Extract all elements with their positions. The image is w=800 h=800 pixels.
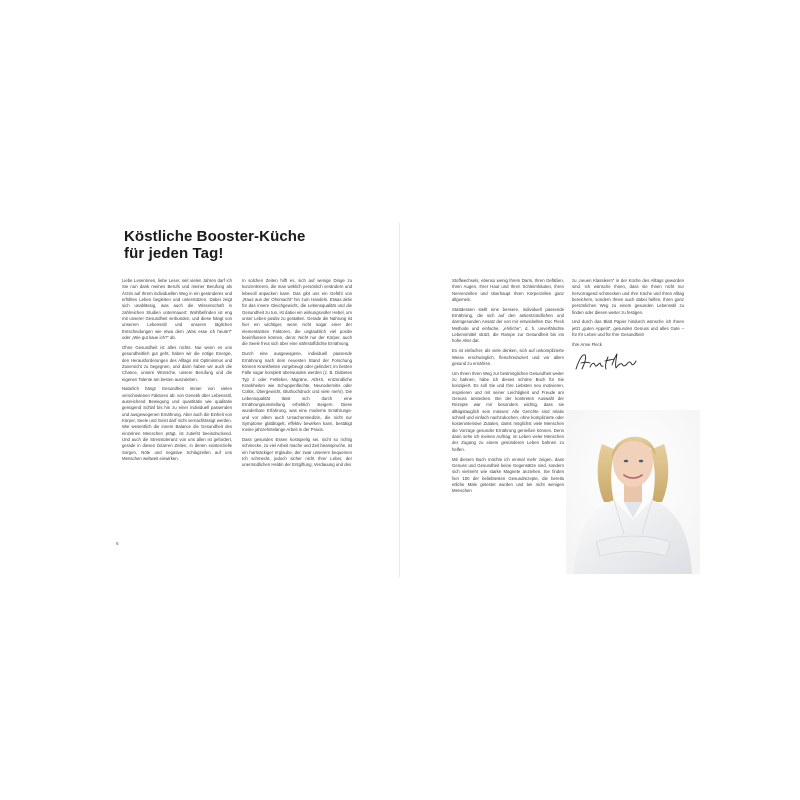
right-page-column-2 <box>572 278 684 373</box>
page-number: 6 <box>116 541 119 546</box>
chapter-title-line-2: für jeden Tag! <box>124 245 224 262</box>
paragraph: Mit diesem Buch möchte ich einmal mehr zeigen, dass Genuss und Gesundheit keine Gegensätze sind, sondern sich vielmehr wie starke Magnete anziehen. Sie finden hier 100 der beliebtesten Gesundrezepte, die bereits etliche Male getestet wurden und bei nicht wenigen Menschen <box>452 456 564 494</box>
paragraph: Es ist einfacher, als viele denken, sich auf unkomplizierte Weise erschwinglich, fleischreduziert und vor allem gesund zu ernähren. <box>452 348 564 366</box>
paragraph: Liebe Leserinnen, liebe Leser, seit vielen Jahren darf ich Sie nun dank meines Berufs und meiner Berufung als Ärztin auf Ihrem individuellen Weg in ein gesünderes und erfülltes Leben begleiten und unterstützen. Dabei zeigt sich unablässig, was auch die Wissenschaft in zahlreichen Studien untermauert: Wohlbefinden ist eng mit unserer Gesundheit verbunden, und diese hängt von unserem Lebensstil und unseren täglichen Entscheidungen wie etwa dem „Was esse ich heute?“ oder „Wie gut kaue ich?“ ab. <box>122 278 232 341</box>
paragraph: Dass gesundes Essen kostspielig sei, nicht so richtig schmecke, zu viel Arbeit mache und Zeit beanspruche, ist ein hartnäckiger Irrglaube, der zwar unserem bequemen Ich schmeckt, jedoch sicher nicht Ihrer Leber, der unermüdlichen Heldin der Entgiftung, Verdauung und des <box>242 437 352 468</box>
paragraph: Ohne Gesundheit ist alles nichts. Nur wenn es uns gesundheitlich gut geht, haben wir die nötige Energie, den Herausforderungen des Alltags mit Optimismus und Zuversicht zu begegnen, und dann haben wir auch die Chance, unsere Wünsche, unsere Berufung und die eigenen Talente am besten auszuleben. <box>122 344 232 382</box>
handwritten-signature <box>572 351 642 373</box>
author-portrait <box>566 410 700 574</box>
paragraph: In solchen Zeiten hilft es, sich auf wenige Dinge zu konzentrieren, die man wirklich persönlich verändern und lebevoll anpacken kann. Das gibt uns ein Gefühl von „Raus aus der Ohnmacht“ hin zum Handeln. Etwas aktiv für das innere Gleichgewicht, die Lebensqualität und die Gesundheit zu tun, ist dabei ein wirkungsvoller Hebel, um unser Leben positiv zu gestalten. Gerade die Nahrung ist hier ein wichtiger, wenn nicht sogar einer der elementarsten Faktoren, die unglaublich viel positiv beeinflussen können, denn: Nicht nur der Körper, auch die Seele freut sich über eine nährstoffdichte Ernährung. <box>242 278 352 347</box>
paragraph: zu „neuen Klassikern“ in der Küche des Alltags geworden sind. Ich wünsche Ihnen, dass sie Ihnen nicht nur hervorragend schmecken und Ihre Küche und Ihren Alltag bereichern, sondern Ihnen auch dabei helfen, Ihren ganz persönlichen Weg zu einem gesunden Lebensstil zu finden oder diesen weiter zu festigen. <box>572 278 684 315</box>
chapter-title-line-1: Köstliche Booster-Küche <box>124 228 306 245</box>
paragraph: Durch eine ausgewogene, individuell passende Ernährung nach dem neuesten Stand der Forschung können Krankheiten vorgebeugt oder gelindert, im besten Falle sogar komplett überwunden werden (z. B. Diabetes Typ 2 oder Fettleber, Migräne, ADHS, entzündliche Krankheiten wie Schuppenflechte, Neurodermitis oder Colitis, Übergewicht, Bluthochdruck und viele mehr). Die Lebensqualität lässt sich durch eine Ernährungsumstellung erheblich steigern. Diese wunderbare Erfahrung, was eine moderne Ernährungs- und vor allem auch Ursachenmedizin, die nicht nur Symptome glattbügelt, effektiv bewirken kann, bestätigt meine jahrzehntelange Arbeit in der Praxis. <box>242 351 352 433</box>
right-page-column-1 <box>452 278 564 498</box>
paragraph: Stattdessen stellt eine bessere, individuell passende Ernährung, die sich auf den antientzündlichen und darmgesunden Ansatz der von mir entwickelten Doc Fleck Methode und einfache, „ehrliche“, d. h. unverfälschte Lebensmittel stützt, die Rampe zur Gesundheit bis ins hohe Alter dar. <box>452 306 564 344</box>
paragraph: Stoffwechsels, ebenso wenig Ihrem Darm, Ihren Gefäßen, Ihren Augen, Ihrer Haut und Ihren Schleimhäuten, Ihren Nervenzellen und überhaupt Ihren Körperzellen ganz allgemein. <box>452 278 564 303</box>
paragraph: Und durch das Blatt Papier hindurch wünsche ich Ihnen jetzt „guten Appetit“, gesunden Genuss und alles Gute – für Ihr Leben und für Ihre Gesundheit! <box>572 319 684 338</box>
chapter-title <box>124 228 374 262</box>
left-page-column-1 <box>122 278 232 466</box>
paragraph: Um Ihnen Ihren Weg zur bestmöglichen Gesundheit weiter zu bahnen, habe ich dieses schöne Buch für Sie konzipiert. Es soll Sie und Ihre Liebsten neu motivieren, inspirieren und mit seiner Leichtigkeit und Freude am Genuss anstecken. Bei der konkreten Auswahl der Rezepte war mir besonders wichtig, dass sie alltagstauglich sein müssen: Alle Gerichte sind relativ schnell und einfach nachzukochen, ohne komplizierte oder kostenintensive Zutaten, damit möglichst viele Menschen die Vorzüge gesunder Ernährung genießen können. Denn darin sehe ich meinen Auftrag: im Leben vieler Menschen der Zugang zu einem gesünderen Leben bahnen zu helfen. <box>452 370 564 452</box>
left-page <box>108 218 376 578</box>
book-gutter <box>399 222 400 578</box>
paragraph: Natürlich hängt Gesundheit immer von vielen verschiedenen Faktoren ab: von Genetik über Lebensstil, ausreichend Bewegung und quantitativ wie qualitativ genügend Schlaf bis hin zu einer individuell passenden und ausgewogenen Ernährung. Aber auch die Einheit von Körper, Seele und Geist darf nicht vernachlässigt werden. Wie wesentlich die innere Balance die Gesundheit des einzelnen Menschen prägt, ist zutiefst beeindruckend. Und auch die Stresstoleranz von uns allen ist gefordert, gerade in diesen bizarren Zeiten, in denen existenzielle Sorgen, Nöte und negative Schlagzeilen auf uns Menschen weltweit einwirken. <box>122 386 232 462</box>
closing-greeting: Ihre Anne Fleck <box>572 341 602 347</box>
right-page <box>404 218 696 578</box>
left-page-column-2 <box>242 278 352 472</box>
